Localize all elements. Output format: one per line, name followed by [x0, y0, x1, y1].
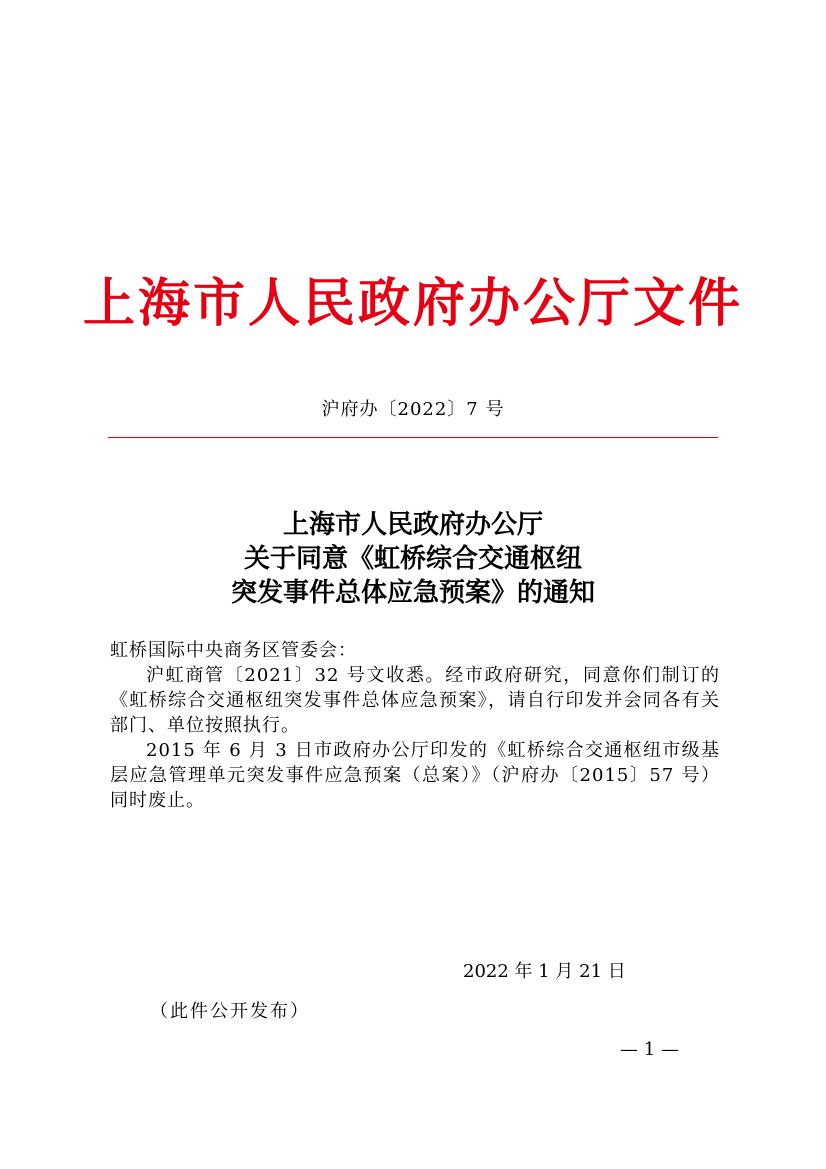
document-title: [0, 508, 826, 610]
red-separator-line: [108, 437, 718, 438]
body-paragraph-2: 2015 年 6 月 3 日市政府办公厅印发的《虹桥综合交通枢纽市级基层应急管理单元突发事件应急预案（总案）》（沪府办〔2015〕57 号）同时废止。: [110, 740, 720, 811]
title-line-3: 突发事件总体应急预案》的通知: [230, 578, 595, 608]
salutation: 虹桥国际中央商务区管委会：: [110, 640, 357, 661]
title-line-1: 上海市人民政府办公厅: [282, 510, 543, 540]
title-line-2: 关于同意《虹桥综合交通枢纽: [243, 544, 582, 574]
document-number: 沪府办〔2022〕7 号: [321, 399, 505, 420]
publication-note: （此件公开发布）: [150, 1001, 310, 1022]
issue-date: 2022 年 1 月 21 日: [463, 961, 626, 982]
document-body: [110, 638, 720, 813]
body-paragraph-1: 沪虹商管〔2021〕32 号文收悉。经市政府研究，同意你们制订的《虹桥综合交通枢纽突发事件总体应急预案》，请自行印发并会同各有关部门、单位按照执行。: [110, 665, 720, 736]
masthead-title: 上海市人民政府办公厅文件: [82, 273, 743, 334]
page-number: — 1 —: [620, 1039, 679, 1060]
